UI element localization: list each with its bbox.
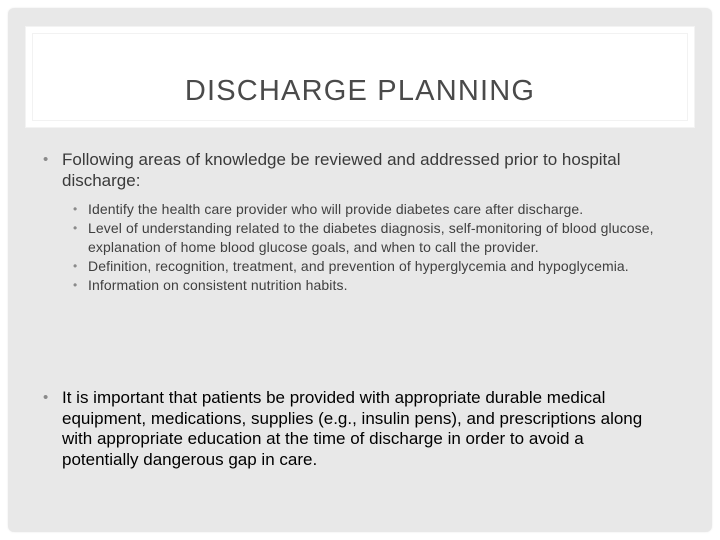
sub-bullet-3 bbox=[30, 257, 660, 276]
sub-bullet-list bbox=[30, 200, 660, 295]
sub-bullet-1-text: Identify the health care provider who will provide diabetes care after discharge. bbox=[88, 201, 584, 217]
bullet-point-1 bbox=[30, 150, 660, 191]
title-box bbox=[25, 26, 695, 128]
bullet-point-1-text: Following areas of knowledge be reviewed and addressed prior to hospital discharge: bbox=[62, 150, 621, 190]
sub-bullet-4 bbox=[30, 276, 660, 295]
sub-bullet-4-text: Information on consistent nutrition habits. bbox=[88, 277, 348, 293]
bullet-dot-icon: • bbox=[43, 151, 49, 168]
sub-bullet-1 bbox=[30, 200, 660, 219]
slide-title: DISCHARGE PLANNING bbox=[184, 75, 536, 107]
bullet-dot-icon: • bbox=[73, 278, 78, 292]
content-area-2 bbox=[30, 388, 660, 470]
content-area bbox=[30, 150, 660, 295]
bullet-dot-icon: • bbox=[73, 221, 78, 235]
slide bbox=[8, 8, 712, 532]
bullet-dot-icon: • bbox=[73, 202, 78, 216]
sub-bullet-2 bbox=[30, 219, 660, 257]
bullet-point-2 bbox=[30, 388, 660, 470]
sub-bullet-3-text: Definition, recognition, treatment, and prevention of hyperglycemia and hypoglycemia. bbox=[88, 258, 629, 274]
sub-bullet-2-text: Level of understanding related to the diabetes diagnosis, self-monitoring of blood glucose, explanation of home blood glucose goals, and when to call the provider. bbox=[88, 220, 654, 255]
bullet-dot-icon: • bbox=[43, 389, 49, 406]
bullet-point-2-text: It is important that patients be provided with appropriate durable medical equipment, medications, supplies (e.g., insulin pens), and prescriptions along with appropriate education at the time of discharge in order to avoid a potentially dangerous gap in care. bbox=[62, 388, 643, 469]
bullet-dot-icon: • bbox=[73, 259, 78, 273]
